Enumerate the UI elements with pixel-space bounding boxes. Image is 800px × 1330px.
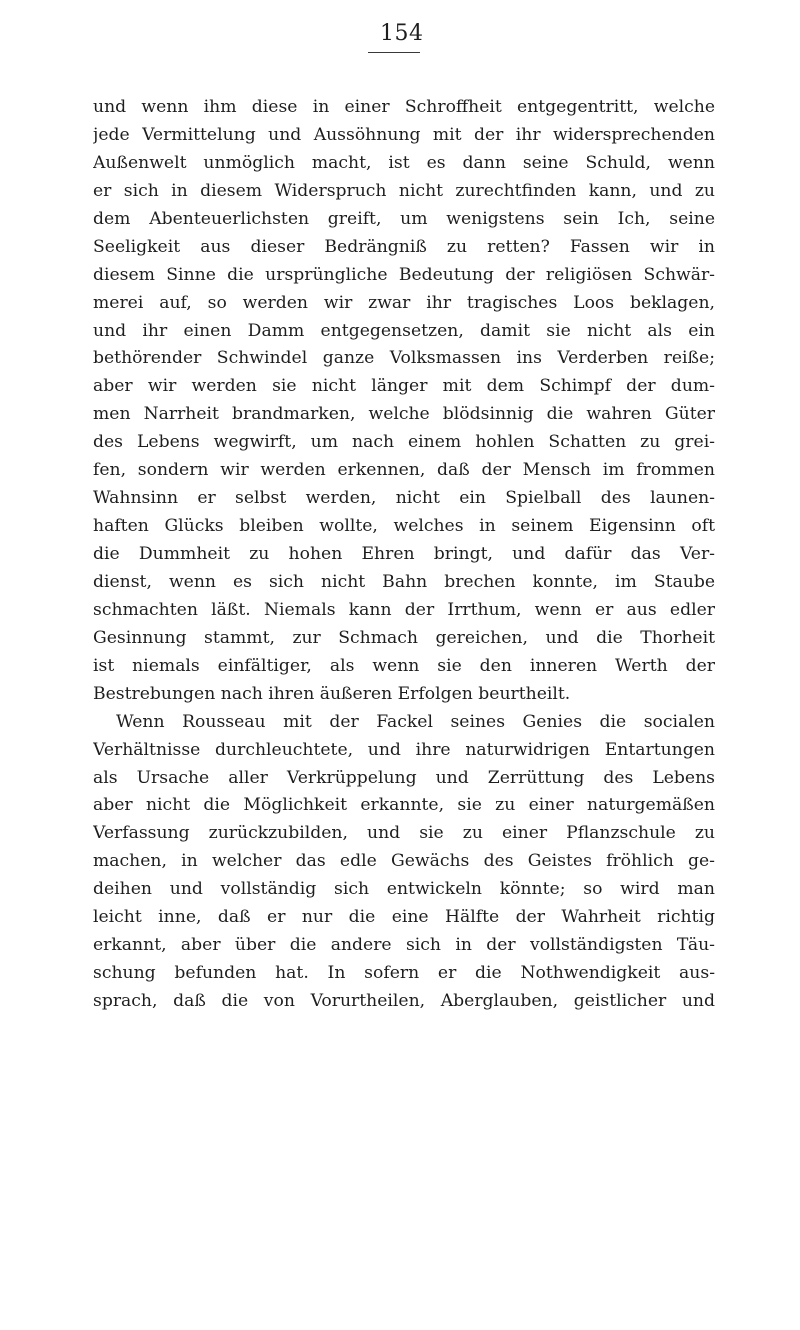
text-line: Verfassung zurückzubilden, und sie zu einer Pflanzschule zu	[93, 823, 715, 844]
text-line: jede Vermittelung und Aussöhnung mit der ihr widersprechenden	[93, 124, 715, 145]
text-line: aber nicht die Möglichkeit erkannte, sie zu einer naturgemäßen	[93, 795, 715, 816]
text-line: fen, sondern wir werden erkennen, daß der Mensch im frommen	[93, 460, 715, 481]
text-line: men Narrheit brandmarken, welche blödsinnig die wahren Güter	[93, 404, 715, 425]
page-number: 154	[380, 21, 424, 46]
text-line: merei auf, so werden wir zwar ihr tragisches Loos beklagen,	[93, 292, 715, 313]
text-line: erkannt, aber über die andere sich in der vollständigsten Täu-	[93, 935, 715, 956]
text-line: deihen und vollständig sich entwickeln könnte; so wird man	[93, 879, 715, 900]
text-line: Wahnsinn er selbst werden, nicht ein Spielball des launen-	[93, 488, 715, 509]
text-line: machen, in welcher das edle Gewächs des Geistes fröhlich ge-	[93, 851, 715, 872]
text-line: diesem Sinne die ursprüngliche Bedeutung der religiösen Schwär-	[93, 264, 715, 285]
text-line: er sich in diesem Widerspruch nicht zurechtfinden kann, und zu	[93, 180, 715, 201]
text-line: leicht inne, daß er nur die eine Hälfte der Wahrheit richtig	[93, 907, 715, 928]
body-text	[93, 94, 715, 1016]
text-line: Außenwelt unmöglich macht, ist es dann seine Schuld, wenn	[93, 152, 715, 173]
text-line: und ihr einen Damm entgegensetzen, damit sie nicht als ein	[93, 320, 715, 341]
paragraph-first-line: Wenn Rousseau mit der Fackel seines Genies die socialen	[116, 711, 715, 732]
text-line: aber wir werden sie nicht länger mit dem Schimpf der dum-	[93, 376, 715, 397]
header-rule	[368, 52, 420, 53]
text-line: ist niemals einfältiger, als wenn sie den inneren Werth der	[93, 655, 715, 676]
paragraph-end-line: Bestrebungen nach ihren äußeren Erfolgen beurtheilt.	[93, 683, 571, 704]
text-line: des Lebens wegwirft, um nach einem hohlen Schatten zu grei-	[93, 432, 715, 453]
text-line: und wenn ihm diese in einer Schroffheit entgegentritt, welche	[93, 97, 715, 117]
text-line: Gesinnung stammt, zur Schmach gereichen, und die Thorheit	[93, 627, 715, 648]
text-line: sprach, daß die von Vorurtheilen, Aberglauben, geistlicher und	[93, 991, 715, 1011]
text-line: als Ursache aller Verkrüppelung und Zerrüttung des Lebens	[93, 767, 715, 788]
text-line: schung befunden hat. In sofern er die Nothwendigkeit aus-	[93, 963, 715, 984]
text-line: Seeligkeit aus dieser Bedrängniß zu retten? Fassen wir in	[93, 236, 715, 257]
text-line: bethörender Schwindel ganze Volksmassen ins Verderben reiße;	[93, 348, 715, 369]
text-line: dem Abenteuerlichsten greift, um wenigstens sein Ich, seine	[93, 208, 715, 229]
text-line: dienst, wenn es sich nicht Bahn brechen konnte, im Staube	[93, 571, 715, 592]
text-line: haften Glücks bleiben wollte, welches in seinem Eigensinn oft	[93, 516, 715, 537]
text-line: schmachten läßt. Niemals kann der Irrthum, wenn er aus edler	[93, 599, 715, 620]
text-line: Verhältnisse durchleuchtete, und ihre naturwidrigen Entartungen	[93, 739, 715, 760]
text-line: die Dummheit zu hohen Ehren bringt, und dafür das Ver-	[93, 544, 715, 564]
